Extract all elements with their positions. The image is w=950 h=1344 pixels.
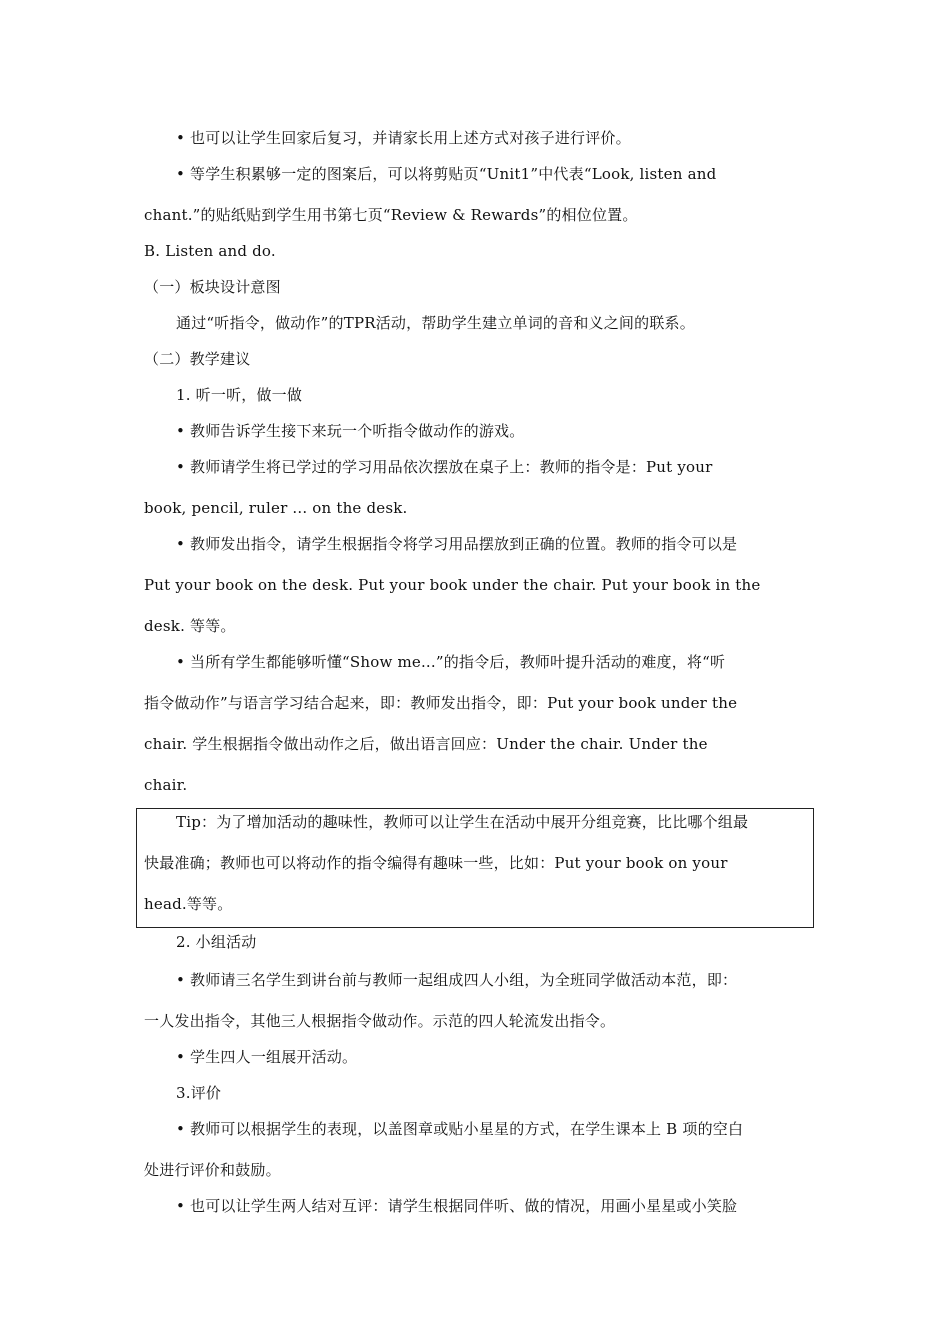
step1-bullet-4-line-4: chair. bbox=[144, 776, 188, 794]
part1-heading: （一）板块设计意图 bbox=[144, 278, 281, 296]
step2-bullet-2: • 学生四人一组展开活动。 bbox=[176, 1048, 358, 1066]
tip-line-2: 快最准确；教师也可以将动作的指令编得有趣味一些，比如：Put your book on your bbox=[144, 854, 728, 872]
step1-bullet-1: • 教师告诉学生接下来玩一个听指令做动作的游戏。 bbox=[176, 422, 525, 440]
step1-bullet-2-line-2: book, pencil, ruler ... on the desk. bbox=[144, 499, 408, 517]
step3-bullet-1-line-2: 处进行评价和鼓励。 bbox=[144, 1161, 281, 1179]
bullet-review-at-home: • 也可以让学生回家后复习，并请家长用上述方式对孩子进行评价。 bbox=[176, 129, 631, 147]
step3-bullet-2-line-1: • 也可以让学生两人结对互评：请学生根据同伴听、做的情况，用画小星星或小笑脸 bbox=[176, 1197, 738, 1215]
bullet-sticker-line-2: chant.”的贴纸贴到学生用书第七页“Review & Rewards”的相位位置。 bbox=[144, 206, 638, 224]
step2-bullet-1-line-1: • 教师请三名学生到讲台前与教师一起组成四人小组，为全班同学做活动本范，即： bbox=[176, 971, 738, 989]
step1-bullet-4-line-2: 指令做动作”与语言学习结合起来，即：教师发出指令，即：Put your book under the bbox=[144, 694, 738, 712]
section-b-title: B. Listen and do. bbox=[144, 242, 276, 260]
step1-bullet-2-line-1: • 教师请学生将已学过的学习用品依次摆放在桌子上：教师的指令是：Put your bbox=[176, 458, 713, 476]
step2-heading: 2. 小组活动 bbox=[176, 933, 257, 951]
step1-bullet-4-line-3: chair. 学生根据指令做出动作之后，做出语言回应：Under the chair. Under the bbox=[144, 735, 708, 753]
step1-bullet-3-line-1: • 教师发出指令，请学生根据指令将学习用品摆放到正确的位置。教师的指令可以是 bbox=[176, 535, 738, 553]
step1-bullet-3-line-3: desk. 等等。 bbox=[144, 617, 236, 635]
tip-line-1: Tip：为了增加活动的趣味性，教师可以让学生在活动中展开分组竞赛，比比哪个组最 bbox=[176, 813, 749, 831]
step3-bullet-1-line-1: • 教师可以根据学生的表现，以盖图章或贴小星星的方式，在学生课本上 B 项的空白 bbox=[176, 1120, 744, 1138]
step1-bullet-4-line-1: • 当所有学生都能够听懂“Show me...”的指令后，教师叶提升活动的难度，将“听 bbox=[176, 653, 726, 671]
bullet-sticker-line-1: • 等学生积累够一定的图案后，可以将剪贴页“Unit1”中代表“Look, listen and bbox=[176, 165, 717, 183]
tip-line-3: head.等等。 bbox=[144, 895, 233, 913]
step1-heading: 1. 听一听，做一做 bbox=[176, 386, 303, 404]
part2-heading: （二）教学建议 bbox=[144, 350, 251, 368]
step2-bullet-1-line-2: 一人发出指令，其他三人根据指令做动作。示范的四人轮流发出指令。 bbox=[144, 1012, 616, 1030]
step1-bullet-3-line-2: Put your book on the desk. Put your book under the chair. Put your book in the bbox=[144, 576, 761, 594]
step3-heading: 3.评价 bbox=[176, 1084, 222, 1102]
part1-text: 通过“听指令，做动作”的TPR活动，帮助学生建立单词的音和义之间的联系。 bbox=[176, 314, 695, 332]
